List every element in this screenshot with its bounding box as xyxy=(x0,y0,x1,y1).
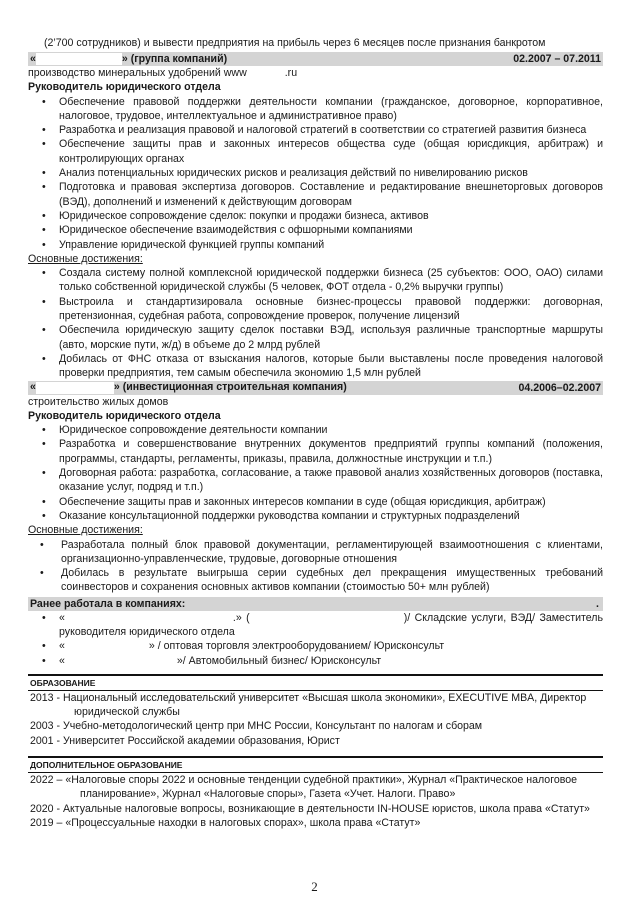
job-header-bar xyxy=(28,52,603,66)
earlier-companies-title: Ранее работала в компаниях: xyxy=(30,597,186,610)
duty-item: • Оказание консультационной поддержки руководства компании и структурных подразделений xyxy=(28,509,603,523)
company-role: »/ Автомобильный бизнес/ Юрисконсульт xyxy=(176,654,382,667)
earlier-companies xyxy=(28,597,603,668)
redacted-company-name xyxy=(36,53,122,65)
duty-item: • Обеспечение защиты прав и законных интересов компании в суде (общая юрисдикция, арбитраж) xyxy=(28,495,603,509)
job-position: Руководитель юридического отдела xyxy=(28,409,221,422)
job-entry-1 xyxy=(28,52,603,381)
document-page xyxy=(28,52,603,830)
company-industry xyxy=(28,66,603,80)
earlier-companies-list xyxy=(28,611,603,668)
redacted-company-name xyxy=(36,382,114,394)
duty-item: • Обеспечение защиты прав и законных интересов общества суде (общая юрисдикция, арбитраж) и контролирующих органах xyxy=(28,137,603,166)
additional-education-section xyxy=(28,756,603,830)
duty-item: • Подготовка и правовая экспертиза договоров. Составление и редактирование внешнеторговых договоров (ВЭД), дополнений и изменений к действующим договорам xyxy=(28,180,603,209)
achievement-item: • Добилась в результате выигрыша серии судебных дел прекращения имущественных требований соинвесторов и сохранения основных активов компании (стоимостью 50+ млн рублей) xyxy=(28,566,603,595)
achievement-item: • Создала систему полной комплексной юридической поддержки бизнеса (25 субъектов: ООО, ОАО) силами только собственной юридической службы (5 человек, ФОТ отдела - 0,2% выручки группы) xyxy=(28,266,603,295)
duty-item: • Договорная работа: разработка, согласование, а также правовой анализ хозяйственных договоров (поставка, оказание услуг, подряд и т.п.) xyxy=(28,466,603,495)
website-suffix: .ru xyxy=(284,67,298,79)
earlier-companies-bar xyxy=(28,597,603,611)
additional-education-item: 2022 – «Налоговые споры 2022 и основные тенденции судебной практики», Журнал «Практическое налоговое планирование», Журнал «Налоговые споры», Газета «Учет. Налоги. Право» xyxy=(30,774,578,801)
job-entry-2 xyxy=(28,381,603,595)
duty-item: • Разработка и реализация правовой и налоговой стратегий в соответствии со стратегией развития бизнеса xyxy=(28,123,603,137)
additional-education-item: 2019 – «Процессуальные находки в налоговых спорах», школа права «Статут» xyxy=(30,816,421,829)
achievement-item: • Обеспечила юридическую защиту сделок поставки ВЭД, используя различные транспортные маршруты (авто, морские пути, ж/д) в объеме до 2 млрд рублей xyxy=(28,323,603,352)
additional-education-title: ДОПОЛНИТЕЛЬНОЕ ОБРАЗОВАНИЕ xyxy=(30,760,183,771)
achievement-item: • Разработала полный блок правовой документации, регламентирующей взаимоотношения с клиентами, организационно-управленческие, трудовые, договорные отношения xyxy=(28,538,603,567)
earlier-trailing-dot: . xyxy=(596,597,599,610)
achievement-item: • Добилась от ФНС отказа от взыскания налогов, которые были выставлены после проведения налоговой проверки предприятия, тем самым обеспечила экономию 1,5 млн рублей xyxy=(28,352,603,381)
additional-education-item: 2020 - Актуальные налоговые вопросы, возникающие в деятельности IN-HOUSE юристов, школа права «Статут» xyxy=(30,802,590,815)
duties-list xyxy=(28,423,603,523)
achievements-label: Основные достижения: xyxy=(28,252,143,265)
duty-item: • Анализ потенциальных юридических рисков и реализация действий по нивелированию рисков xyxy=(28,166,603,180)
education-section xyxy=(28,674,603,748)
earlier-company-item xyxy=(28,611,603,640)
company-industry: строительство жилых домов xyxy=(28,395,169,408)
company-role: )/ Складские услуги, ВЭД/ Заместитель руководителя юридического отдела xyxy=(59,611,603,638)
open-quote: « xyxy=(59,654,65,667)
earlier-company-item xyxy=(28,654,603,668)
achievements-list xyxy=(28,266,603,380)
intro-line: (2’700 сотрудников) и вывести предприятия на прибыль через 6 месяцев после признания банкротом xyxy=(44,37,546,49)
duties-list xyxy=(28,95,603,252)
page-number: 2 xyxy=(311,879,318,894)
duty-item: • Управление юридической функцией группы компаний xyxy=(28,238,603,252)
company-open-quote: « xyxy=(30,381,36,394)
earlier-company-item xyxy=(28,639,603,653)
education-title: ОБРАЗОВАНИЕ xyxy=(30,677,96,688)
company-type: » (группа компаний) xyxy=(121,52,228,65)
achievement-item: • Выстроила и стандартизировала основные бизнес-процессы правовой поддержки: договорная, претензионная, судебная работа, сопровождение проверок, получение лицензий xyxy=(28,295,603,324)
industry-text: производство минеральных удобрений www xyxy=(28,67,247,79)
achievements-label: Основные достижения: xyxy=(28,524,143,537)
company-open-quote: « xyxy=(30,52,36,65)
open-quote: « xyxy=(59,640,65,653)
job-header-bar xyxy=(28,381,603,395)
education-item: 2003 - Учебно-методологический центр при МНС России, Консультант по налогам и сборам xyxy=(30,720,483,733)
job-dates: 02.2007 – 07.2011 xyxy=(513,53,601,65)
achievements-list xyxy=(28,538,603,595)
duty-item: • Юридическое сопровождение деятельности компании xyxy=(28,423,603,437)
duty-item: • Юридическое сопровождение сделок: покупки и продажи бизнеса, активов xyxy=(28,209,603,223)
duty-item: • Юридическое обеспечение взаимодействия с офшорными компаниями xyxy=(28,223,603,237)
company-type: » (инвестиционная строительная компания) xyxy=(113,381,347,394)
company-role: » / оптовая торговля электрооборудованием/ Юрисконсульт xyxy=(148,640,445,653)
company-text: .» ( xyxy=(232,611,250,624)
education-item: 2013 - Национальный исследовательский университет «Высшая школа экономики», EXECUTIVE MBA, Директор юридической службы xyxy=(30,691,587,719)
job-dates: 04.2006–02.2007 xyxy=(518,381,601,394)
duty-item: • Обеспечение правовой поддержки деятельности компании (гражданское, договорное, корпоративное, налоговое, трудовое, интеллектуальное и административное право) xyxy=(28,95,603,124)
education-item: 2001 - Университет Российской академии образования, Юрист xyxy=(30,734,340,747)
job-position: Руководитель юридического отдела xyxy=(28,81,221,94)
open-quote: « xyxy=(59,611,65,624)
duty-item: • Разработка и совершенствование внутренних документов предприятий группы компаний (положения, программы, стандарты, регламенты, приказы, правила, должностные инструкции и т.п.) xyxy=(28,437,603,466)
